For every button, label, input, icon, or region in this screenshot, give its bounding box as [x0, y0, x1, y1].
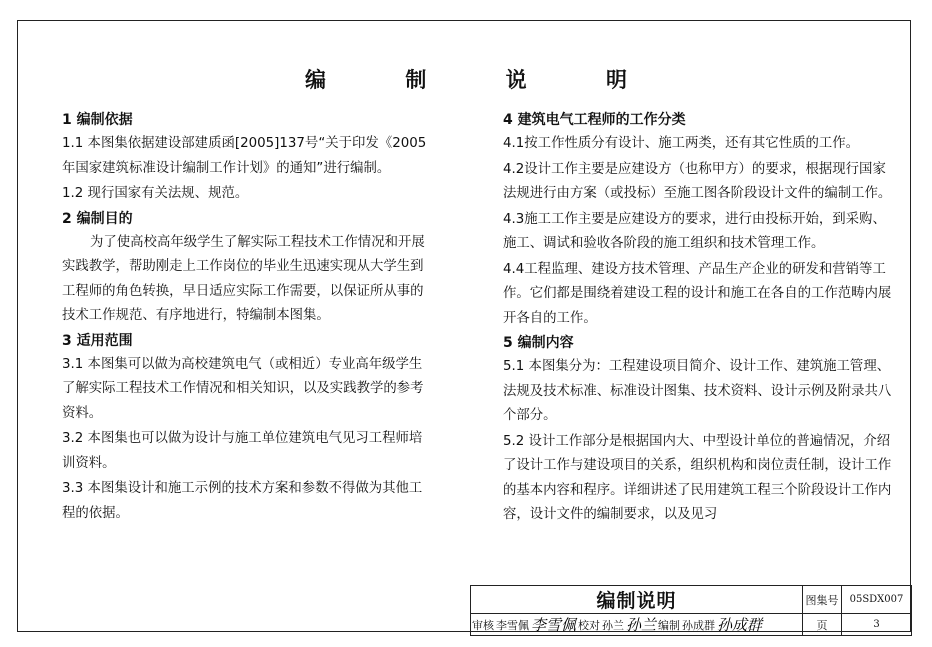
paragraph: 4.2设计工作主要是应建设方（也称甲方）的要求，根据现行国家法规进行由方案（或投标）至施工图各阶段设计文件的编制工作。 — [503, 161, 892, 201]
paragraph: 4.1按工作性质分有设计、施工两类，还有其它性质的工作。 — [503, 136, 860, 151]
paragraph: 3.3 本图集设计和施工示例的技术方案和参数不得做为其他工程的依据。 — [62, 481, 423, 521]
proof-label: 校对 — [578, 618, 601, 632]
compiler-signature: 孙成群 — [717, 616, 763, 634]
paragraph: 4.4工程监理、建设方技术管理、产品生产企业的研发和营销等工作。它们都是围绕着建设工程的设计和施工在各自的工作范畴内展开各自的工作。 — [503, 261, 892, 326]
atlas-label: 图集号 — [803, 586, 842, 614]
paragraph: 5.2 设计工作部分是根据国内大、中型设计单位的普遍情况，介绍了设计工作与建设项目的关系，组织机构和岗位责任制，设计工作的基本内容和程序。详细讲述了民用建筑工程三个阶段设计工作内容，设计文件的编制要求，以及见习 — [503, 433, 892, 522]
reviewer-signature: 李雪佩 — [531, 616, 577, 634]
atlas-number: 05SDX007 — [842, 586, 912, 614]
section-heading: 3 适用范围 — [62, 332, 133, 349]
signature-row — [471, 614, 803, 636]
paragraph: 1.2 现行国家有关法规、规范。 — [62, 186, 249, 201]
page-title: 编 制 说 明 — [305, 68, 663, 92]
compile-label: 编制 — [658, 618, 681, 632]
reviewer-name: 李雪佩 — [496, 618, 529, 632]
paragraph: 3.1 本图集可以做为高校建筑电气（或相近）专业高年级学生了解实际工程技术工作情况和相关知识，以及实践教学的参考资料。 — [62, 356, 424, 421]
paragraph: 为了使高校高年级学生了解实际工程技术工作情况和开展实践教学，帮助刚走上工作岗位的毕业生迅速实现从大学生到工程师的角色转换，早日适应实际工作需要，以保证所从事的技术工作规范、有序地进行，特编制本图集。 — [62, 234, 425, 323]
review-label: 审核 — [472, 618, 494, 632]
paragraph: 5.1 本图集分为：工程建设项目简介、设计工作、建筑施工管理、法规及技术标准、标准设计图集、技术资料、设计示例及附录共八个部分。 — [503, 359, 892, 423]
compiler-name: 孙成群 — [682, 618, 716, 632]
section-heading: 1 编制依据 — [62, 112, 133, 128]
page-label: 页 — [803, 614, 842, 636]
section-heading: 4 建筑电气工程师的工作分类 — [503, 112, 686, 128]
paragraph: 4.3施工工作主要是应建设方的要求，进行由投标开始，到采购、施工、调试和验收各阶段的施工组织和技术管理工作。 — [503, 211, 886, 251]
proofer-signature: 孙兰 — [626, 616, 657, 634]
left-column — [62, 108, 428, 526]
page-number: 3 — [842, 614, 912, 636]
title-block — [470, 585, 912, 636]
section-heading: 2 编制目的 — [62, 210, 133, 227]
right-column — [503, 108, 895, 528]
paragraph: 1.1 本图集依据建设部建质函[2005]137号“关于印发《2005年国家建筑标准设计编制工作计划》的通知”进行编制。 — [62, 136, 427, 176]
paragraph: 3.2 本图集也可以做为设计与施工单位建筑电气见习工程师培训资料。 — [62, 431, 423, 471]
proofer-name: 孙兰 — [602, 618, 625, 632]
section-heading: 5 编制内容 — [503, 335, 574, 351]
drawing-name: 编制说明 — [471, 586, 803, 614]
